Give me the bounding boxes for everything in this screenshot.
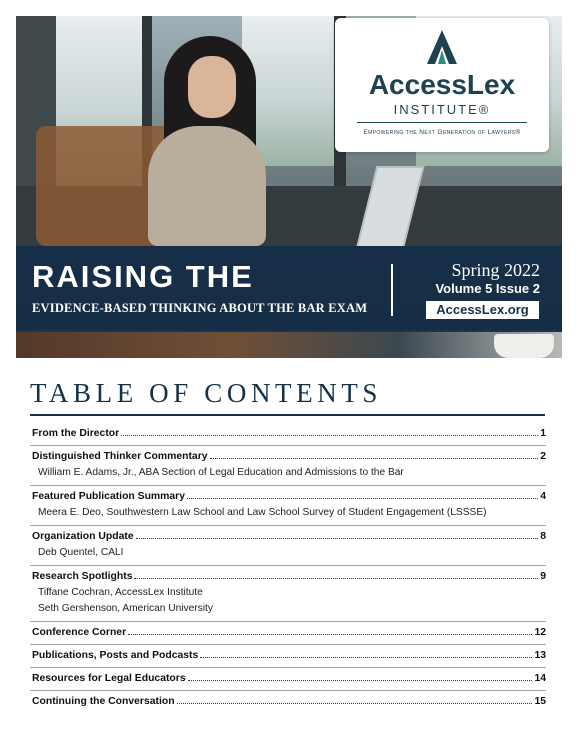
toc-entry[interactable] xyxy=(30,449,546,481)
logo-subtitle: INSTITUTE® xyxy=(393,102,491,117)
toc-list xyxy=(30,426,546,709)
toc-separator xyxy=(30,621,546,622)
toc-entry-page: 14 xyxy=(534,673,546,684)
toc-dot-leader xyxy=(210,457,539,459)
toc-separator xyxy=(30,644,546,645)
toc-entry[interactable] xyxy=(30,569,546,617)
toc-entry-title[interactable]: Distinguished Thinker Commentary xyxy=(32,451,208,462)
toc-entry-title[interactable]: Publications, Posts and Podcasts xyxy=(32,650,199,661)
toc-entry-page: 12 xyxy=(534,627,546,638)
toc-entry-authors xyxy=(30,464,546,481)
toc-entry-line[interactable] xyxy=(30,569,546,584)
toc-dot-leader xyxy=(121,434,538,436)
cup xyxy=(494,334,554,358)
toc-dot-leader xyxy=(134,577,538,579)
website-link[interactable]: AccessLex.org xyxy=(426,301,539,319)
toc-entry[interactable] xyxy=(30,529,546,561)
band-divider xyxy=(391,264,393,316)
toc-entry-page: 2 xyxy=(540,451,546,462)
toc-dot-leader xyxy=(128,633,532,635)
toc-entry[interactable] xyxy=(30,625,546,640)
logo-divider xyxy=(357,122,527,123)
toc-entry-page: 15 xyxy=(534,696,546,707)
toc-entry-page: 4 xyxy=(540,491,546,502)
issue-volume: Volume 5 Issue 2 xyxy=(435,281,540,296)
toc-entry-author: Seth Gershenson, American University xyxy=(38,603,213,614)
toc-separator xyxy=(30,667,546,668)
toc-entry-line[interactable] xyxy=(30,694,546,709)
toc-separator xyxy=(30,690,546,691)
toc-entry-line[interactable] xyxy=(30,449,546,464)
toc-entry[interactable] xyxy=(30,671,546,686)
toc-entry-title[interactable]: Research Spotlights xyxy=(32,571,133,582)
toc-entry-author: Deb Quentel, CALI xyxy=(38,547,124,558)
toc-entry-title[interactable]: From the Director xyxy=(32,428,120,439)
toc-separator xyxy=(30,445,546,446)
toc-entry-authors xyxy=(30,584,546,617)
toc-entry[interactable] xyxy=(30,694,546,709)
toc-entry-line[interactable] xyxy=(30,625,546,640)
toc-entry-line[interactable] xyxy=(30,426,546,441)
toc-separator xyxy=(30,565,546,566)
toc-separator xyxy=(30,485,546,486)
toc-heading: TABLE OF CONTENTS xyxy=(30,378,383,408)
toc-entry-author: Meera E. Deo, Southwestern Law School and Law School Survey of Student Engagement (LSSSE) xyxy=(38,507,487,518)
toc-entry-line[interactable] xyxy=(30,489,546,504)
toc-entry-title[interactable]: Featured Publication Summary xyxy=(32,491,186,502)
logo-tagline: Empowering the Next Generation of Lawyers® xyxy=(363,129,521,136)
toc-entry[interactable] xyxy=(30,489,546,521)
toc-entry-line[interactable] xyxy=(30,648,546,663)
toc-separator xyxy=(30,525,546,526)
toc-dot-leader xyxy=(200,656,532,658)
title-band xyxy=(16,246,562,330)
person-body xyxy=(148,126,266,246)
toc-heading-rule xyxy=(30,414,545,416)
toc-entry-author: William E. Adams, Jr., ABA Section of Legal Education and Admissions to the Bar xyxy=(38,467,404,478)
toc-entry-page: 8 xyxy=(540,531,546,542)
toc-dot-leader xyxy=(187,497,538,499)
toc-entry-page: 13 xyxy=(534,650,546,661)
toc-entry-page: 1 xyxy=(540,428,546,439)
toc-dot-leader xyxy=(188,679,533,681)
toc-entry-title[interactable]: Organization Update xyxy=(32,531,134,542)
person-face xyxy=(188,56,236,118)
logo-card xyxy=(335,18,549,152)
toc-entry[interactable] xyxy=(30,648,546,663)
issue-title: RAISING THE xyxy=(32,259,254,294)
toc-entry-line[interactable] xyxy=(30,529,546,544)
toc-entry-author: Tiffane Cochran, AccessLex Institute xyxy=(38,587,203,598)
toc-entry-authors xyxy=(30,504,546,521)
toc-entry-title[interactable]: Resources for Legal Educators xyxy=(32,673,186,684)
toc-entry-authors xyxy=(30,544,546,561)
logo-name: AccessLex xyxy=(368,69,516,100)
toc-dot-leader xyxy=(177,702,533,704)
toc-entry-page: 9 xyxy=(540,571,546,582)
photo-bottom xyxy=(16,332,562,358)
issue-subtitle: EVIDENCE-BASED THINKING ABOUT THE BAR EXAM xyxy=(32,301,368,315)
toc-dot-leader xyxy=(136,537,539,539)
toc-entry-line[interactable] xyxy=(30,671,546,686)
issue-season: Spring 2022 xyxy=(451,260,540,280)
toc-entry[interactable] xyxy=(30,426,546,441)
toc-entry-title[interactable]: Continuing the Conversation xyxy=(32,696,175,707)
toc-entry-title[interactable]: Conference Corner xyxy=(32,627,127,638)
triangle-a-icon xyxy=(423,28,461,66)
